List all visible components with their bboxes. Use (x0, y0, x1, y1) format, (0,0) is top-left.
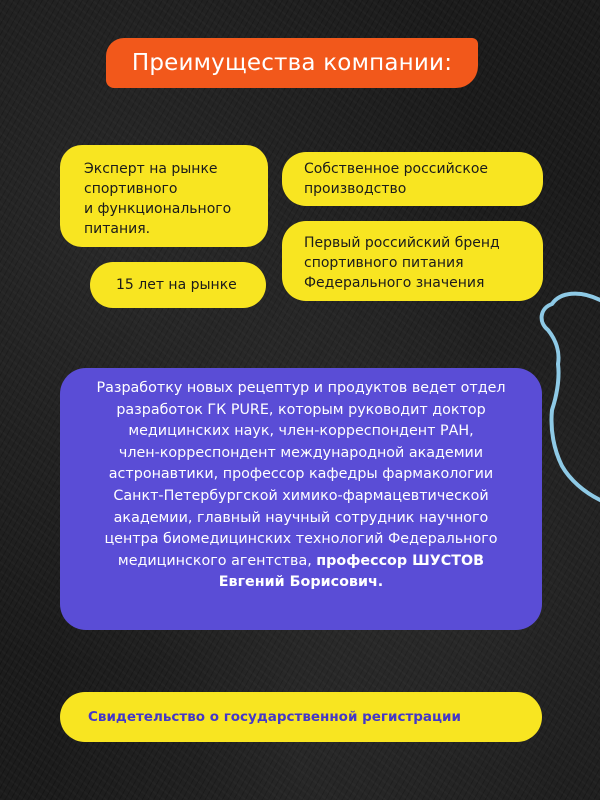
description-line: член-корреспондент международной академии (118, 444, 484, 461)
registration-certificate-button[interactable] (60, 692, 542, 742)
professor-fullname: Евгений Борисович. (218, 574, 384, 591)
description-line: Санкт-Петербургской химико-фармацевтической (113, 487, 489, 504)
brand-line: спортивного питания (304, 255, 464, 271)
description-line (72, 551, 530, 573)
production-line: Собственное российское (304, 161, 489, 177)
description-text: медицинского агентства, (117, 552, 317, 569)
production-card (282, 152, 543, 206)
description-line: разработок ГК PURE, которым руководит доктор (116, 401, 486, 418)
page-title: Преимущества компании: (106, 38, 478, 88)
expert-line: питания. (84, 221, 151, 237)
expert-line: спортивного (84, 181, 178, 197)
expert-line: и функционального (84, 201, 232, 217)
brand-card (282, 221, 543, 301)
expert-line: Эксперт на рынке (84, 161, 218, 177)
developer-description (60, 368, 542, 630)
years-text: 15 лет на рынке (116, 277, 237, 293)
description-line: Разработку новых рецептур и продуктов ведет отдел (96, 380, 506, 396)
brand-line: Первый российский бренд (304, 235, 500, 251)
years-card (90, 262, 266, 308)
description-line: центра биомедицинских технологий Федерального (104, 531, 498, 548)
expert-card (60, 145, 268, 247)
description-line: астронавтики, профессор кафедры фармакологии (108, 466, 494, 483)
brand-line: Федерального значения (304, 275, 485, 291)
professor-name: профессор ШУСТОВ (316, 552, 485, 569)
description-line: медицинских наук, член-корреспондент РАН, (128, 423, 474, 440)
production-line: производство (304, 181, 407, 197)
registration-link-label: Свидетельство о государственной регистрации (88, 709, 461, 725)
description-line: академии, главный научный сотрудник научного (113, 509, 489, 526)
